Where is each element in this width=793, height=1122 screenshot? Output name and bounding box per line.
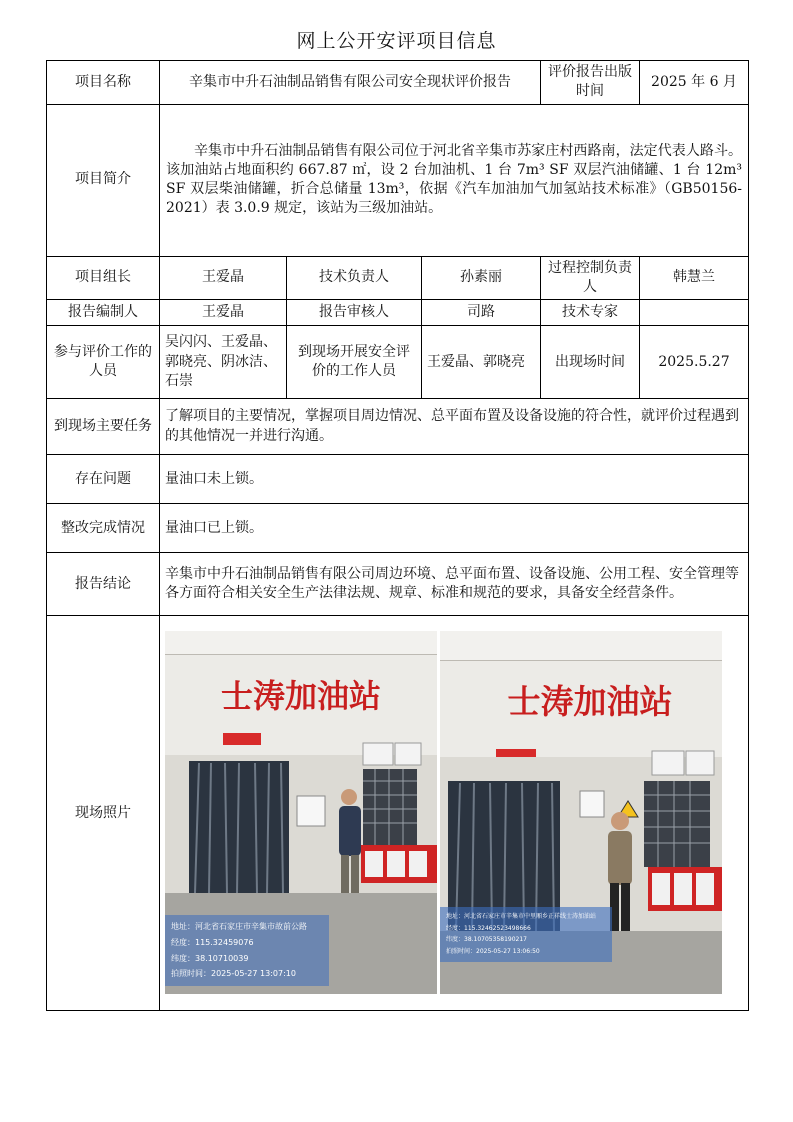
- task-label: 到现场主要任务: [47, 399, 160, 455]
- onsite-staff-label: 到现场开展安全评价的工作人员: [287, 326, 422, 399]
- photo-1-geotag: [165, 915, 329, 985]
- photo-2-address: 地址：河北省石家庄市辛集市中里厢乡正祥线士涛加油站: [446, 913, 597, 920]
- problem-label: 存在问题: [47, 455, 160, 504]
- task-text: 了解项目的主要情况，掌握项目周边情况、总平面布置及设备设施的符合性，就评价过程遇到的其他情况一并进行沟通。: [160, 399, 749, 455]
- photo-2-latitude: 纬度：38.10705358190217: [446, 936, 527, 944]
- photo-2-geotag: [440, 907, 612, 962]
- report-date-label: 评价报告出版时间: [541, 61, 640, 105]
- conclusion-label: 报告结论: [47, 553, 160, 616]
- onsite-staff-value: 王爱晶、郭晓亮: [422, 326, 541, 399]
- leader-value: 王爱晶: [160, 256, 287, 300]
- tech-lead-value: 孙素丽: [422, 256, 541, 300]
- expert-label: 技术专家: [541, 300, 640, 326]
- onsite-time-value: 2025.5.27: [640, 326, 749, 399]
- process-control-value: 韩慧兰: [640, 256, 749, 300]
- problem-text: 量油口未上锁。: [160, 455, 749, 504]
- project-name-value: 辛集市中升石油制品销售有限公司安全现状评价报告: [160, 61, 541, 105]
- page-title: 网上公开安评项目信息: [296, 30, 497, 52]
- site-photo-1: [165, 631, 437, 994]
- site-photo-2: [440, 631, 722, 994]
- author-value: 王爱晶: [160, 300, 287, 326]
- rectify-label: 整改完成情况: [47, 504, 160, 553]
- photo-1-time: 拍照时间：2025-05-27 13:07:10: [171, 969, 296, 979]
- photos-label: 现场照片: [47, 616, 160, 1011]
- project-info-table: [46, 60, 749, 1011]
- participants-value: 吴闪闪、王爱晶、郭晓亮、阴冰洁、石崇: [160, 326, 287, 399]
- conclusion-text: 辛集市中升石油制品销售有限公司周边环境、总平面布置、设备设施、公用工程、安全管理等各方面符合相关安全生产法律法规、规章、标准和规范的要求，具备安全经营条件。: [160, 553, 749, 616]
- process-control-label: 过程控制负责人: [541, 256, 640, 300]
- onsite-time-label: 出现场时间: [541, 326, 640, 399]
- intro-text: 辛集市中升石油制品销售有限公司位于河北省辛集市苏家庄村西路南，法定代表人路斗。该加油站占地面积约 667.87 ㎡，设 2 台加油机、1 台 7m³ SF 双层汽油储罐、1 台 12m³ SF 双层柴油储罐，折合总储量 13m³，依据《汽车加油加气加氢站技术标准》（GB50156-2021）表 3.0.9 规定，该站为三级加油站。: [160, 104, 749, 256]
- photo-1-latitude: 纬度：38.10710039: [171, 953, 249, 963]
- leader-label: 项目组长: [47, 256, 160, 300]
- rectify-text: 量油口已上锁。: [160, 504, 749, 553]
- report-date-value: 2025 年 6 月: [640, 61, 749, 105]
- participants-label: 参与评价工作的人员: [47, 326, 160, 399]
- reviewer-label: 报告审核人: [287, 300, 422, 326]
- photo-1-longitude: 经度：115.32459076: [171, 937, 254, 947]
- photo-2-longitude: 经度：115.32462523498666: [446, 924, 531, 932]
- station-sign-2: 士涛加油站: [507, 681, 673, 721]
- expert-value: [640, 300, 749, 326]
- reviewer-value: 司路: [422, 300, 541, 326]
- intro-label: 项目简介: [47, 104, 160, 256]
- project-name-label: 项目名称: [47, 61, 160, 105]
- photo-1-address: 地址：河北省石家庄市辛集市故前公路: [171, 922, 307, 932]
- author-label: 报告编制人: [47, 300, 160, 326]
- station-sign-1: 士涛加油站: [220, 676, 382, 715]
- photo-2-time: 拍照时间：2025-05-27 13:06:50: [446, 948, 540, 956]
- photos-cell: [160, 616, 749, 1011]
- tech-lead-label: 技术负责人: [287, 256, 422, 300]
